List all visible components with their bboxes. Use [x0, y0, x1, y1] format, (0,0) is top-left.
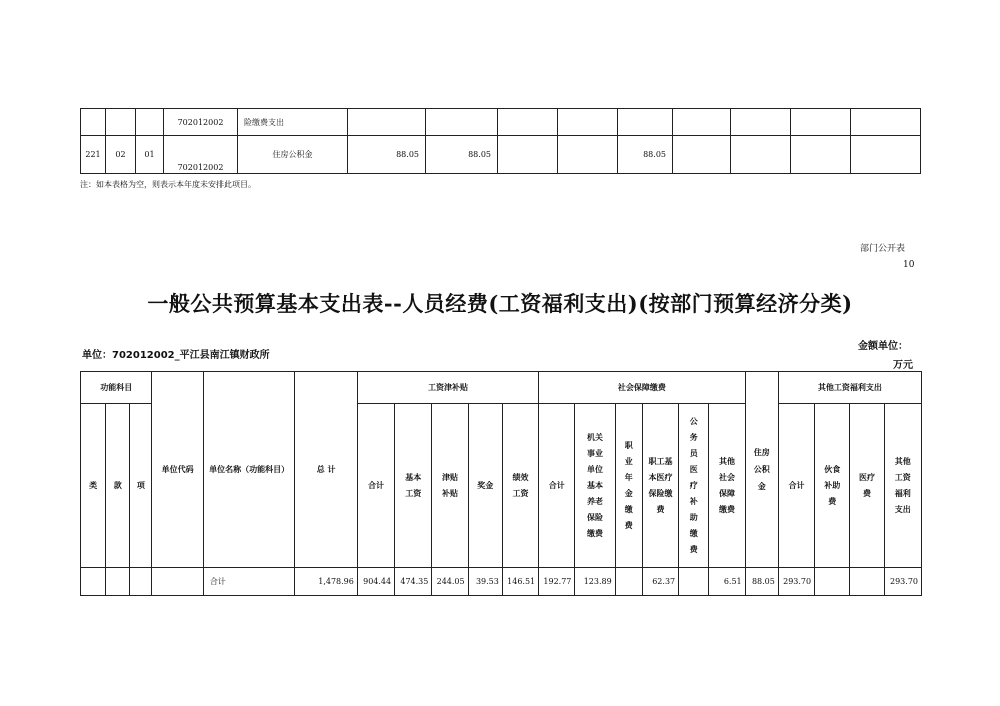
total-cell: 1,478.96: [295, 568, 357, 596]
table-row: [81, 136, 921, 174]
other-welfare-cell: 293.70: [884, 568, 921, 596]
total-label: 合计: [203, 568, 295, 596]
pension-cell: 123.89: [575, 568, 615, 596]
money-unit-label: 金额单位：: [858, 341, 908, 352]
header-bonus: 奖金: [468, 404, 502, 568]
other-subtotal-cell: 293.70: [778, 568, 814, 596]
header-housing-fund: 住房公积金: [745, 372, 778, 568]
personnel-expense-table: [80, 371, 922, 596]
other-social-cell: 6.51: [709, 568, 745, 596]
housing-fund-cell: 88.05: [618, 136, 673, 174]
unit-line: 单位：702012002_平江县南江镇财政所: [82, 350, 270, 361]
previous-page-table-fragment: [80, 108, 921, 174]
kuan-cell: 02: [106, 136, 136, 174]
unit-name-cell: 险缴费支出: [238, 109, 348, 136]
unit-code-cell: 702012002: [164, 136, 238, 174]
header-lei: 类: [81, 404, 106, 568]
table-note: 注：如本表格为空，则表示本年度未安排此项目。: [80, 180, 256, 189]
medical-cell: 62.37: [642, 568, 678, 596]
report-number: 10: [903, 260, 915, 270]
header-allowance: 津贴补贴: [432, 404, 468, 568]
unit-name-cell: 住房公积金: [238, 136, 348, 174]
housing-fund-cell: 88.05: [745, 568, 778, 596]
header-performance: 绩效工资: [502, 404, 538, 568]
header-kuan: 款: [106, 404, 130, 568]
money-unit: 万元: [893, 360, 913, 371]
lei-cell: 221: [81, 136, 106, 174]
header-func-subject: 功能科目: [81, 372, 152, 404]
unit-code-cell: 702012002: [164, 109, 238, 136]
civil-medical-cell: [679, 568, 709, 596]
header-unit-code: 单位代码: [152, 372, 203, 568]
allowance-cell: 244.05: [432, 568, 468, 596]
header-other-welfare: 其他工资福利支出: [884, 404, 921, 568]
header-total: 总 计: [295, 372, 357, 568]
header-annuity: 职业年金缴费: [615, 404, 642, 568]
med-fee-cell: [850, 568, 884, 596]
header-basic-wage: 基本工资: [395, 404, 432, 568]
header-unit-name: 单位名称（功能科目）: [203, 372, 295, 568]
annuity-cell: [615, 568, 642, 596]
header-medical: 职工基本医疗保险缴费: [642, 404, 678, 568]
table-row: [81, 568, 922, 596]
header-civil-medical: 公务员医疗补助缴费: [679, 404, 709, 568]
header-social-subtotal: 合计: [539, 404, 575, 568]
page-title: 一般公共预算基本支出表--人员经费(工资福利支出)(按部门预算经济分类): [147, 291, 853, 316]
meal-cell: [815, 568, 850, 596]
header-xiang: 项: [130, 404, 152, 568]
report-label: 部门公开表: [860, 244, 906, 254]
table-row: [81, 109, 921, 136]
header-other-social: 其他社会保障缴费: [709, 404, 745, 568]
social-subtotal-cell: 192.77: [539, 568, 575, 596]
header-wage-group: 工资津补贴: [357, 372, 538, 404]
header-wage-subtotal: 合计: [357, 404, 394, 568]
header-other-subtotal: 合计: [778, 404, 814, 568]
performance-cell: 146.51: [502, 568, 538, 596]
header-pension: 机关事业单位基本养老保险缴费: [575, 404, 615, 568]
total-cell: 88.05: [348, 136, 426, 174]
header-other-group: 其他工资福利支出: [778, 372, 921, 404]
bonus-cell: 39.53: [468, 568, 502, 596]
header-meal: 伙食补助费: [815, 404, 850, 568]
subtotal-cell: 88.05: [426, 136, 498, 174]
wage-subtotal-cell: 904.44: [357, 568, 394, 596]
header-social-group: 社会保障缴费: [539, 372, 745, 404]
xiang-cell: 01: [136, 136, 164, 174]
header-row-1: [81, 372, 922, 404]
header-med-fee: 医疗费: [850, 404, 884, 568]
basic-wage-cell: 474.35: [395, 568, 432, 596]
